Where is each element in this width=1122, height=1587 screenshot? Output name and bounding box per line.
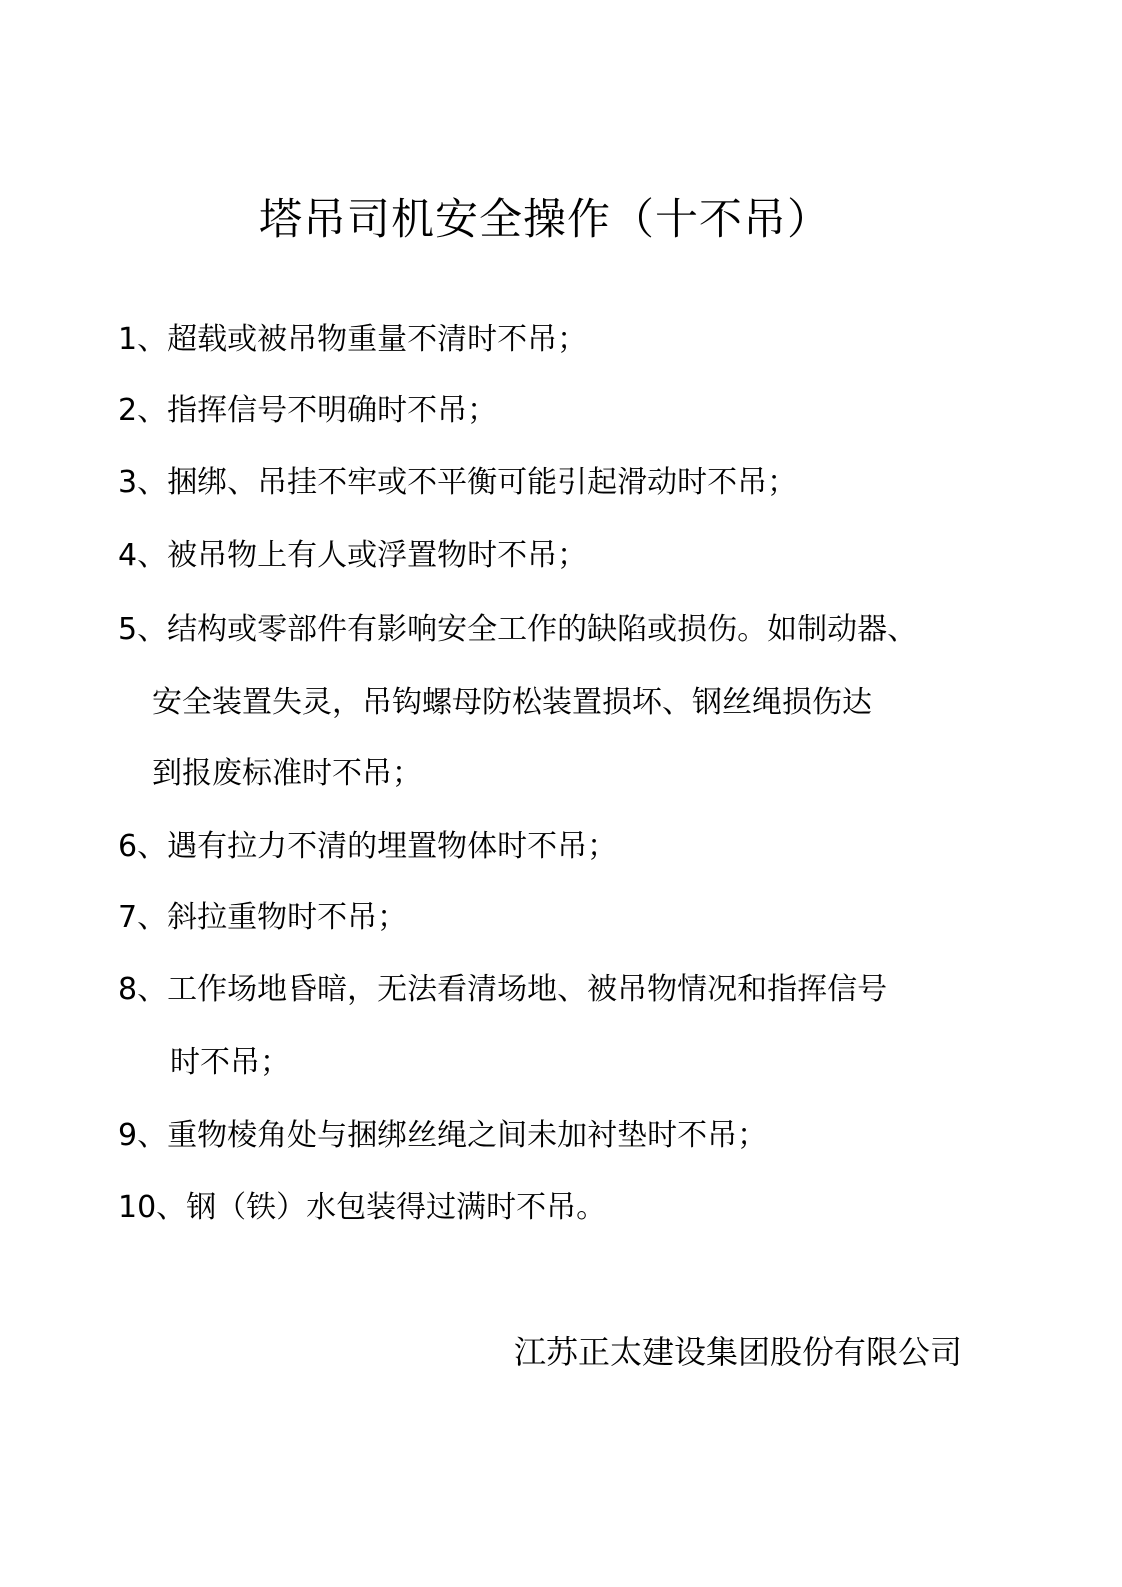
rule-text: 钢（铁）水包装得过满时不吊。 (186, 1190, 607, 1225)
rule-text: 超载或被吊物重量不清时不吊； (167, 322, 588, 357)
rule-2 (118, 391, 1018, 431)
rule-text: 捆绑、吊挂不牢或不平衡可能引起滑动时不吊； (167, 465, 798, 500)
rule-text: 被吊物上有人或浮置物时不吊； (167, 538, 588, 573)
rule-number: 4、 (118, 538, 168, 573)
rule-text: 工作场地昏暗，无法看清场地、被吊物情况和指挥信号 (167, 972, 888, 1007)
rule-8 (118, 970, 1018, 1010)
rule-text: 结构或零部件有影响安全工作的缺陷或损伤。如制动器、 (167, 612, 918, 647)
rule-number: 2、 (118, 393, 168, 428)
rule-number: 6、 (118, 829, 168, 864)
rule-3 (118, 463, 1018, 503)
rule-5-continuation: 安全装置失灵，吊钩螺母防松装置损坏、钢丝绳损伤达 (152, 685, 872, 720)
rule-1 (118, 320, 1018, 360)
rule-5-continuation: 到报废标准时不吊； (152, 756, 422, 791)
rule-number: 10、 (118, 1190, 187, 1225)
rule-5 (118, 610, 1018, 650)
rule-7 (118, 898, 1018, 938)
document-title: 塔吊司机安全操作（十不吊） (259, 195, 831, 245)
rule-10 (118, 1188, 1018, 1228)
rule-number: 7、 (118, 900, 168, 935)
rule-text: 斜拉重物时不吊； (167, 900, 408, 935)
rule-number: 9、 (118, 1118, 168, 1153)
rule-number: 1、 (118, 322, 168, 357)
rule-number: 5、 (118, 612, 168, 647)
rule-number: 3、 (118, 465, 168, 500)
company-name: 江苏正太建设集团股份有限公司 (514, 1333, 963, 1371)
rule-8-continuation: 时不吊； (170, 1045, 290, 1080)
rule-text: 重物棱角处与捆绑丝绳之间未加衬垫时不吊； (167, 1118, 768, 1153)
rule-number: 8、 (118, 972, 168, 1007)
rule-4 (118, 536, 1018, 576)
rule-text: 指挥信号不明确时不吊； (167, 393, 498, 428)
rule-text: 遇有拉力不清的埋置物体时不吊； (167, 829, 618, 864)
rule-6 (118, 827, 1018, 867)
rule-9 (118, 1116, 1018, 1156)
